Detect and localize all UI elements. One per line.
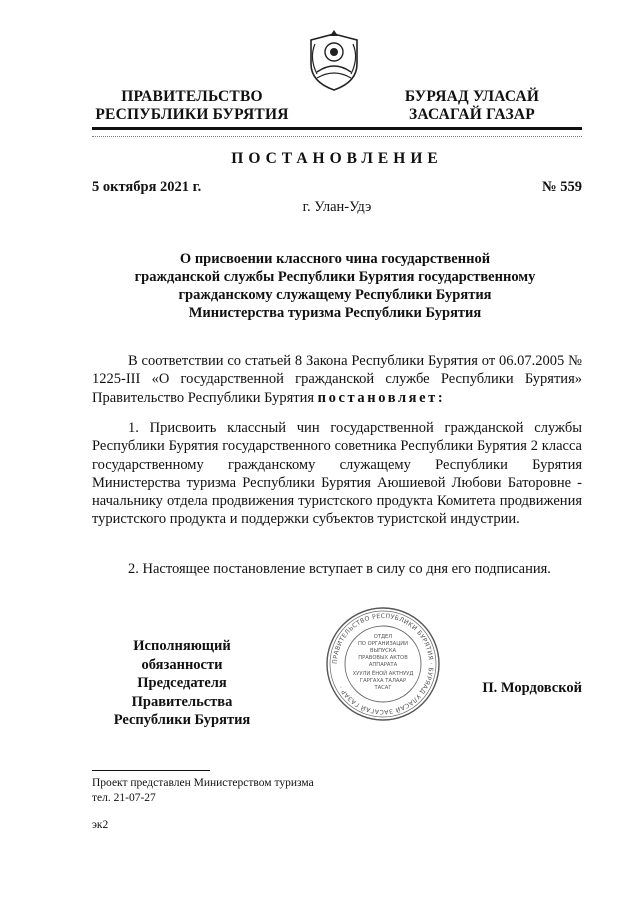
government-name-buryat <box>392 88 552 124</box>
decree-city: г. Улан-Удэ <box>302 199 372 215</box>
decree-heading: ПОСТАНОВЛЕНИЕ <box>231 150 443 167</box>
preamble-verb: постановляет: <box>317 389 446 406</box>
header-divider-dotted <box>92 136 582 137</box>
signatory-title <box>92 637 272 730</box>
seal-center-line: ОТДЕЛ <box>373 634 393 640</box>
header-divider-thick <box>92 127 582 130</box>
signatory-title-line: Председателя Правительства <box>131 675 233 710</box>
title-line: Министерства туризма Республики Бурятия <box>188 305 482 321</box>
item-2-paragraph <box>92 560 582 578</box>
seal-center-line: ВЫПУСКА <box>369 648 397 654</box>
title-line: гражданскому служащему Республики Бурятия <box>178 287 492 303</box>
item-1-paragraph <box>92 419 582 529</box>
signatory-title-line: Республики Бурятия <box>113 712 251 728</box>
signatory-name: П. Мордовской <box>482 680 582 696</box>
header-right-line1: БУРЯАД УЛАСАЙ <box>404 88 540 105</box>
seal-center-line: ТАСАГ <box>374 685 392 691</box>
signatory-title-line: Исполняющий обязанности <box>133 638 231 673</box>
title-line: О присвоении классного чина государственной <box>179 251 491 267</box>
preamble-paragraph <box>92 352 582 407</box>
footnote-copies: эк2 <box>92 819 109 831</box>
footnote-project-source: Проект представлен Министерством туризма <box>92 777 314 789</box>
seal-center-line: ГАРГАХА ТАЛААР <box>359 678 407 684</box>
preamble-text: В соответствии со статьей 8 Закона Республики Бурятия от 06.07.2005 № 1225-III «О государственной гражданской службе Республики Бурятия» Правительство Республики Бурятия <box>92 353 582 406</box>
title-line: гражданской службы Республики Бурятия государственному <box>134 269 536 285</box>
item-1-text: 1. Присвоить классный чин государственной гражданской службы Республики Бурятия государственного советника Республики Бурятия 2 класса государственному гражданскому служащему Республики Бурятия Министерства туризма Республики Бурятия Аюшиевой Любови Баторовне - начальнику отдела продвижения туристского продукта Комитета продвижения туристского продукта и поддержки субъектов туристской индустрии. <box>92 420 582 528</box>
footnote-phone: тел. 21-07-27 <box>92 792 156 804</box>
coat-of-arms-icon <box>305 28 363 92</box>
seal-center-line: ПО ОРГАНИЗАЦИИ <box>357 641 409 647</box>
decree-number: № 559 <box>542 179 582 195</box>
footnote-divider <box>92 770 210 771</box>
decree-date: 5 октября 2021 г. <box>92 179 202 195</box>
header-left-line2: РЕСПУБЛИКИ БУРЯТИЯ <box>95 106 289 123</box>
seal-ring-text: ПРАВИТЕЛЬСТВО РЕСПУБЛИКИ БУРЯТИЯ · БУРЯАД УЛАСАЙ ЗАСАГАЙ ГАЗАР · <box>331 612 435 716</box>
header-right-line2: ЗАСАГАЙ ГАЗАР <box>409 106 535 123</box>
official-seal-stamp <box>325 606 441 722</box>
seal-center-line: АППАРАТА <box>368 662 398 668</box>
header-left-line1: ПРАВИТЕЛЬСТВО <box>121 88 263 105</box>
seal-center-line: ХУУЛИ ЁНОЙ АКТНУУД <box>352 671 414 677</box>
government-name-russian <box>92 88 292 124</box>
item-2-text: 2. Настоящее постановление вступает в силу со дня его подписания. <box>128 561 551 577</box>
decree-title <box>110 250 560 322</box>
seal-center-line: ПРАВОВЫХ АКТОВ <box>358 655 408 661</box>
